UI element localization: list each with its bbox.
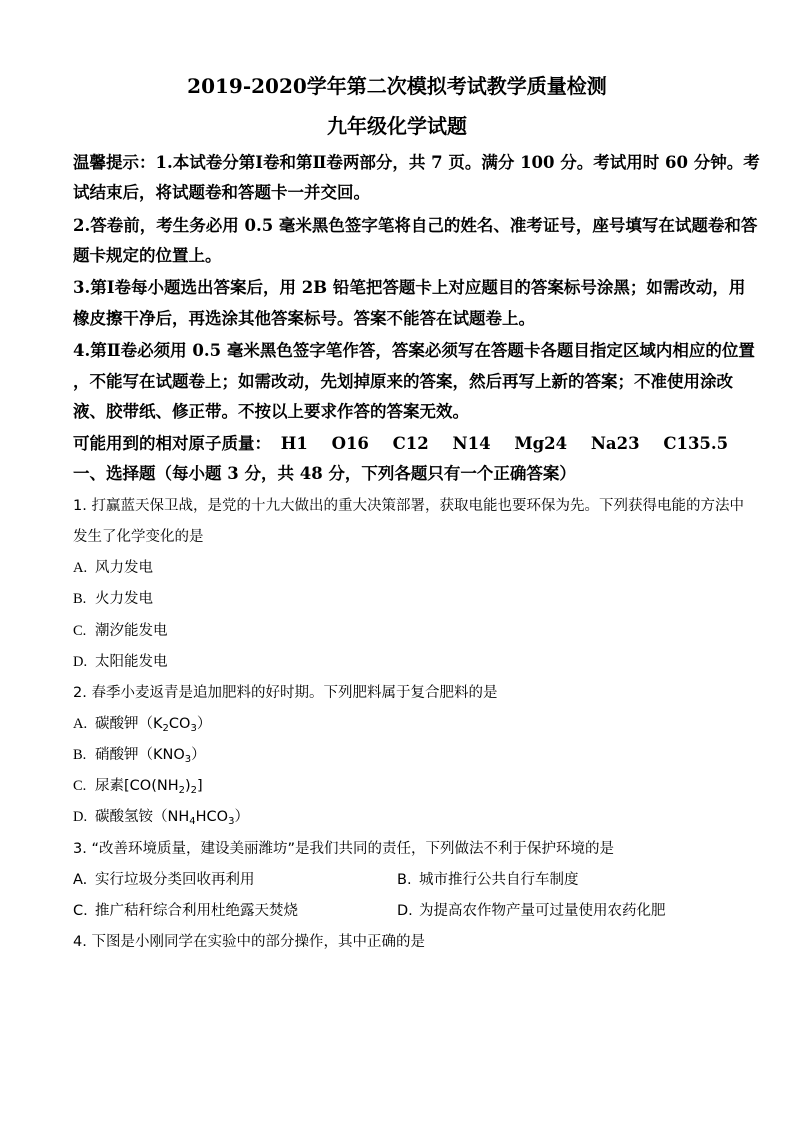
question-stem: 2. 春季小麦返青是追加肥料的好时期。下列肥料属于复合肥料的是: [73, 685, 498, 701]
notice-line: 4.第Ⅱ卷必须用 0.5 毫米黑色签字笔作答，答案必须写在答题卡各题目指定区域内相应的位置: [73, 341, 755, 360]
exam-title: 2019-2020学年第二次模拟考试教学质量检测: [187, 74, 607, 98]
option-c: C. 推广秸秆综合利用杜绝露天焚烧: [73, 903, 298, 919]
notice-line: 橡皮擦干净后，再选涂其他答案标号。答案不能答在试题卷上。: [73, 309, 535, 328]
question-stem: 4. 下图是小刚同学在实验中的部分操作，其中正确的是: [73, 934, 425, 950]
atomic-mass-item: Na23: [590, 434, 640, 453]
notice-line: 题卡规定的位置上。: [73, 246, 222, 265]
atomic-mass-item: O16: [331, 434, 369, 453]
section-heading: 一、选择题（每小题 3 分，共 48 分，下列各题只有一个正确答案）: [73, 464, 576, 483]
option-b: B. 火力发电: [73, 591, 153, 607]
atomic-mass-item: C12: [392, 434, 429, 453]
notice-line: 2.答卷前，考生务必用 0.5 毫米黑色签字笔将自己的姓名、准考证号，座号填写在试题卷和答: [73, 216, 758, 235]
exam-subtitle: 九年级化学试题: [327, 114, 467, 138]
atomic-mass-item: H1: [280, 434, 308, 453]
option-d: D. 碳酸氢铵$(NH_4HCO_3)$: [73, 809, 249, 827]
option-c: C. 尿素$[CO(NH_2)_2]$: [73, 778, 203, 796]
option-row: [73, 899, 733, 920]
question-stem: 1. 打赢蓝天保卫战，是党的十九大做出的重大决策部署，获取电能也要环保为先。下列获得电能的方法中: [73, 498, 744, 514]
option-a: A. 风力发电: [73, 560, 153, 576]
option-a: A. 碳酸钾$(K_2CO_3)$: [73, 716, 212, 734]
atomic-mass-item: N14: [452, 434, 491, 453]
option-d: D. 太阳能发电: [73, 654, 168, 670]
atomic-mass-item: Mg24: [514, 434, 568, 453]
atomic-mass-item: C135.5: [663, 434, 729, 453]
atomic-mass-label: 可能用到的相对原子质量：: [73, 434, 271, 453]
option-b: B. 硝酸钾$(KNO_3)$: [73, 747, 206, 765]
option-b: B. 城市推行公共自行车制度: [397, 872, 579, 888]
notice-line: ，不能写在试题卷上；如需改动，先划掉原来的答案，然后再写上新的答案；不准使用涂改: [73, 372, 733, 391]
notice-line: 液、胶带纸、修正带。不按以上要求作答的答案无效。: [73, 402, 469, 421]
option-row: [73, 868, 733, 889]
option-d: D. 为提高农作物产量可过量使用农药化肥: [397, 903, 666, 919]
notice-line: 3.第Ⅰ卷每小题选出答案后，用 2B 铅笔把答题卡上对应题目的答案标号涂黑；如需改动，用: [73, 278, 746, 297]
option-a: A. 实行垃圾分类回收再利用: [73, 872, 255, 888]
notice-line: 温馨提示：1.本试卷分第Ⅰ卷和第Ⅱ卷两部分，共 7 页。满分 100 分。考试用时 60 分钟。考: [73, 153, 760, 172]
question-stem: 3. “改善环境质量，建设美丽潍坊”是我们共同的责任，下列做法不利于保护环境的是: [73, 841, 614, 857]
atomic-mass-line: [73, 430, 746, 454]
notice-line: 试结束后，将试题卷和答题卡一并交回。: [73, 183, 370, 202]
option-c: C. 潮汐能发电: [73, 623, 168, 639]
question-stem: 发生了化学变化的是: [73, 529, 204, 545]
